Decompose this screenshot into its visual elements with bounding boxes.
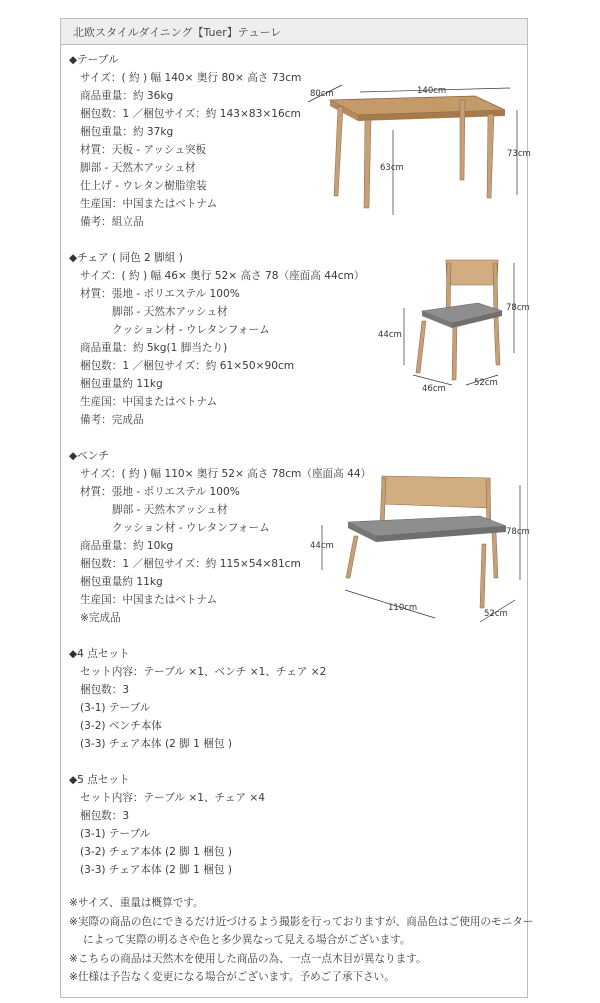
table-depth-label: 80cm xyxy=(310,89,334,99)
chair-spec-line: サイズ：( 約 ) 幅 46× 奥行 52× 高さ 78（座面高 44cm） xyxy=(80,270,365,282)
table-spec-line: 脚部 - 天然木アッシュ材 xyxy=(80,162,196,174)
bench-spec-line: 梱包数：1 ／梱包サイズ：約 115×54×81cm xyxy=(80,558,301,570)
set4-heading: ◆4 点セット xyxy=(69,648,130,660)
table-section xyxy=(69,51,301,231)
chair-spec-line: 生産国：中国またはベトナム xyxy=(80,396,218,408)
chair-depth-label: 52cm xyxy=(474,378,498,388)
table-spec-line: 商品重量：約 36kg xyxy=(80,90,174,102)
chair-seat-height-label: 44cm xyxy=(378,330,402,340)
bench-spec-subline: クッション材 - ウレタンフォーム xyxy=(112,522,270,534)
chair-backrest xyxy=(446,260,498,285)
set4-section xyxy=(69,645,326,753)
bench-spec-line: サイズ：( 約 ) 幅 110× 奥行 52× 高さ 78cm（座面高 44） xyxy=(80,468,372,480)
set4-line: (3-2) ベンチ本体 xyxy=(80,720,162,732)
chair-width-label: 46cm xyxy=(422,384,446,394)
bench-heading: ◆ベンチ xyxy=(69,450,109,462)
table-spec-line: 備考：組立品 xyxy=(80,216,144,228)
set5-line: (3-3) チェア本体 (2 脚 1 梱包 ) xyxy=(80,864,232,876)
note-line: ※サイズ、重量は概算です。 xyxy=(69,897,204,909)
note-line: ※実際の商品の色にできるだけ近づけるよう撮影を行っておりますが、商品色はご使用のモニター xyxy=(69,915,534,928)
set4-line: (3-1) テーブル xyxy=(80,702,151,714)
title-bar xyxy=(61,19,527,45)
bench-spec-subline: 脚部 - 天然木アッシュ材 xyxy=(112,504,228,516)
page-title: 北欧スタイルダイニング【Tuer】テューレ xyxy=(73,26,282,39)
set4-line: セット内容：テーブル ×1、ベンチ ×1、チェア ×2 xyxy=(80,666,327,678)
bench-spec-line: 生産国：中国またはベトナム xyxy=(80,594,218,606)
bench-spec-line: 商品重量：約 10kg xyxy=(80,540,174,552)
note-line: ※こちらの商品は天然木を使用した商品の為、一点一点木目が異なります。 xyxy=(69,952,427,965)
bench-width-label: 110cm xyxy=(388,603,418,613)
table-spec-line: サイズ：( 約 ) 幅 140× 奥行 80× 高さ 73cm xyxy=(80,72,302,84)
table-spec-line: 材質：天板 - アッシュ突板 xyxy=(80,144,207,156)
chair-heading: ◆チェア ( 同色 2 脚組 ) xyxy=(69,252,183,264)
note-line: ※仕様は予告なく変更になる場合がございます。予めご了承下さい。 xyxy=(69,971,395,983)
table-spec-line: 梱包数：1 ／梱包サイズ：約 143×83×16cm xyxy=(80,108,301,120)
set5-line: セット内容：テーブル ×1、チェア ×4 xyxy=(80,792,266,804)
chair-spec-subline: クッション材 - ウレタンフォーム xyxy=(112,324,270,336)
table-width-label: 140cm xyxy=(417,86,447,96)
bench-illustration xyxy=(310,470,530,630)
bench-spec-line: ※完成品 xyxy=(80,612,121,624)
note-line: によって実際の明るさや色と多少異なって見える場合がございます。 xyxy=(83,934,411,946)
bench-seat-height-label: 44cm xyxy=(310,541,334,551)
chair-spec-line: 備考：完成品 xyxy=(80,414,144,426)
set5-line: (3-2) チェア本体 (2 脚 1 梱包 ) xyxy=(80,846,232,858)
bench-depth-label: 52cm xyxy=(484,609,508,619)
bench-backrest xyxy=(382,476,490,508)
chair-spec-line: 梱包数：1 ／梱包サイズ：約 61×50×90cm xyxy=(80,360,295,372)
set4-line: 梱包数：3 xyxy=(80,684,130,696)
table-spec-line: 生産国：中国またはベトナム xyxy=(80,198,218,210)
set5-line: 梱包数：3 xyxy=(80,810,130,822)
table-spec-line: 梱包重量：約 37kg xyxy=(80,126,174,138)
set4-line: (3-3) チェア本体 (2 脚 1 梱包 ) xyxy=(80,738,232,750)
set5-heading: ◆5 点セット xyxy=(69,774,130,786)
table-illustration xyxy=(300,80,540,230)
chair-spec-line: 商品重量：約 5kg(1 脚当たり) xyxy=(80,342,228,354)
chair-illustration xyxy=(360,255,530,405)
chair-section xyxy=(69,249,364,429)
chair-spec-line: 材質：張地 - ポリエステル 100% xyxy=(80,288,240,300)
set5-section xyxy=(69,771,265,879)
table-height-label: 73cm xyxy=(507,149,531,159)
bench-height-label: 78cm xyxy=(506,527,530,537)
table-heading: ◆テーブル xyxy=(69,54,119,66)
notes-section xyxy=(69,894,533,987)
chair-spec-subline: 脚部 - 天然木アッシュ材 xyxy=(112,306,228,318)
table-leg-height-label: 63cm xyxy=(380,163,404,173)
bench-spec-line: 梱包重量約 11kg xyxy=(80,576,163,588)
bench-spec-line: 材質：張地 - ポリエステル 100% xyxy=(80,486,240,498)
table-spec-line: 仕上げ - ウレタン樹脂塗装 xyxy=(80,180,207,192)
chair-spec-line: 梱包重量約 11kg xyxy=(80,378,163,390)
chair-height-label: 78cm xyxy=(506,303,530,313)
set5-line: (3-1) テーブル xyxy=(80,828,151,840)
